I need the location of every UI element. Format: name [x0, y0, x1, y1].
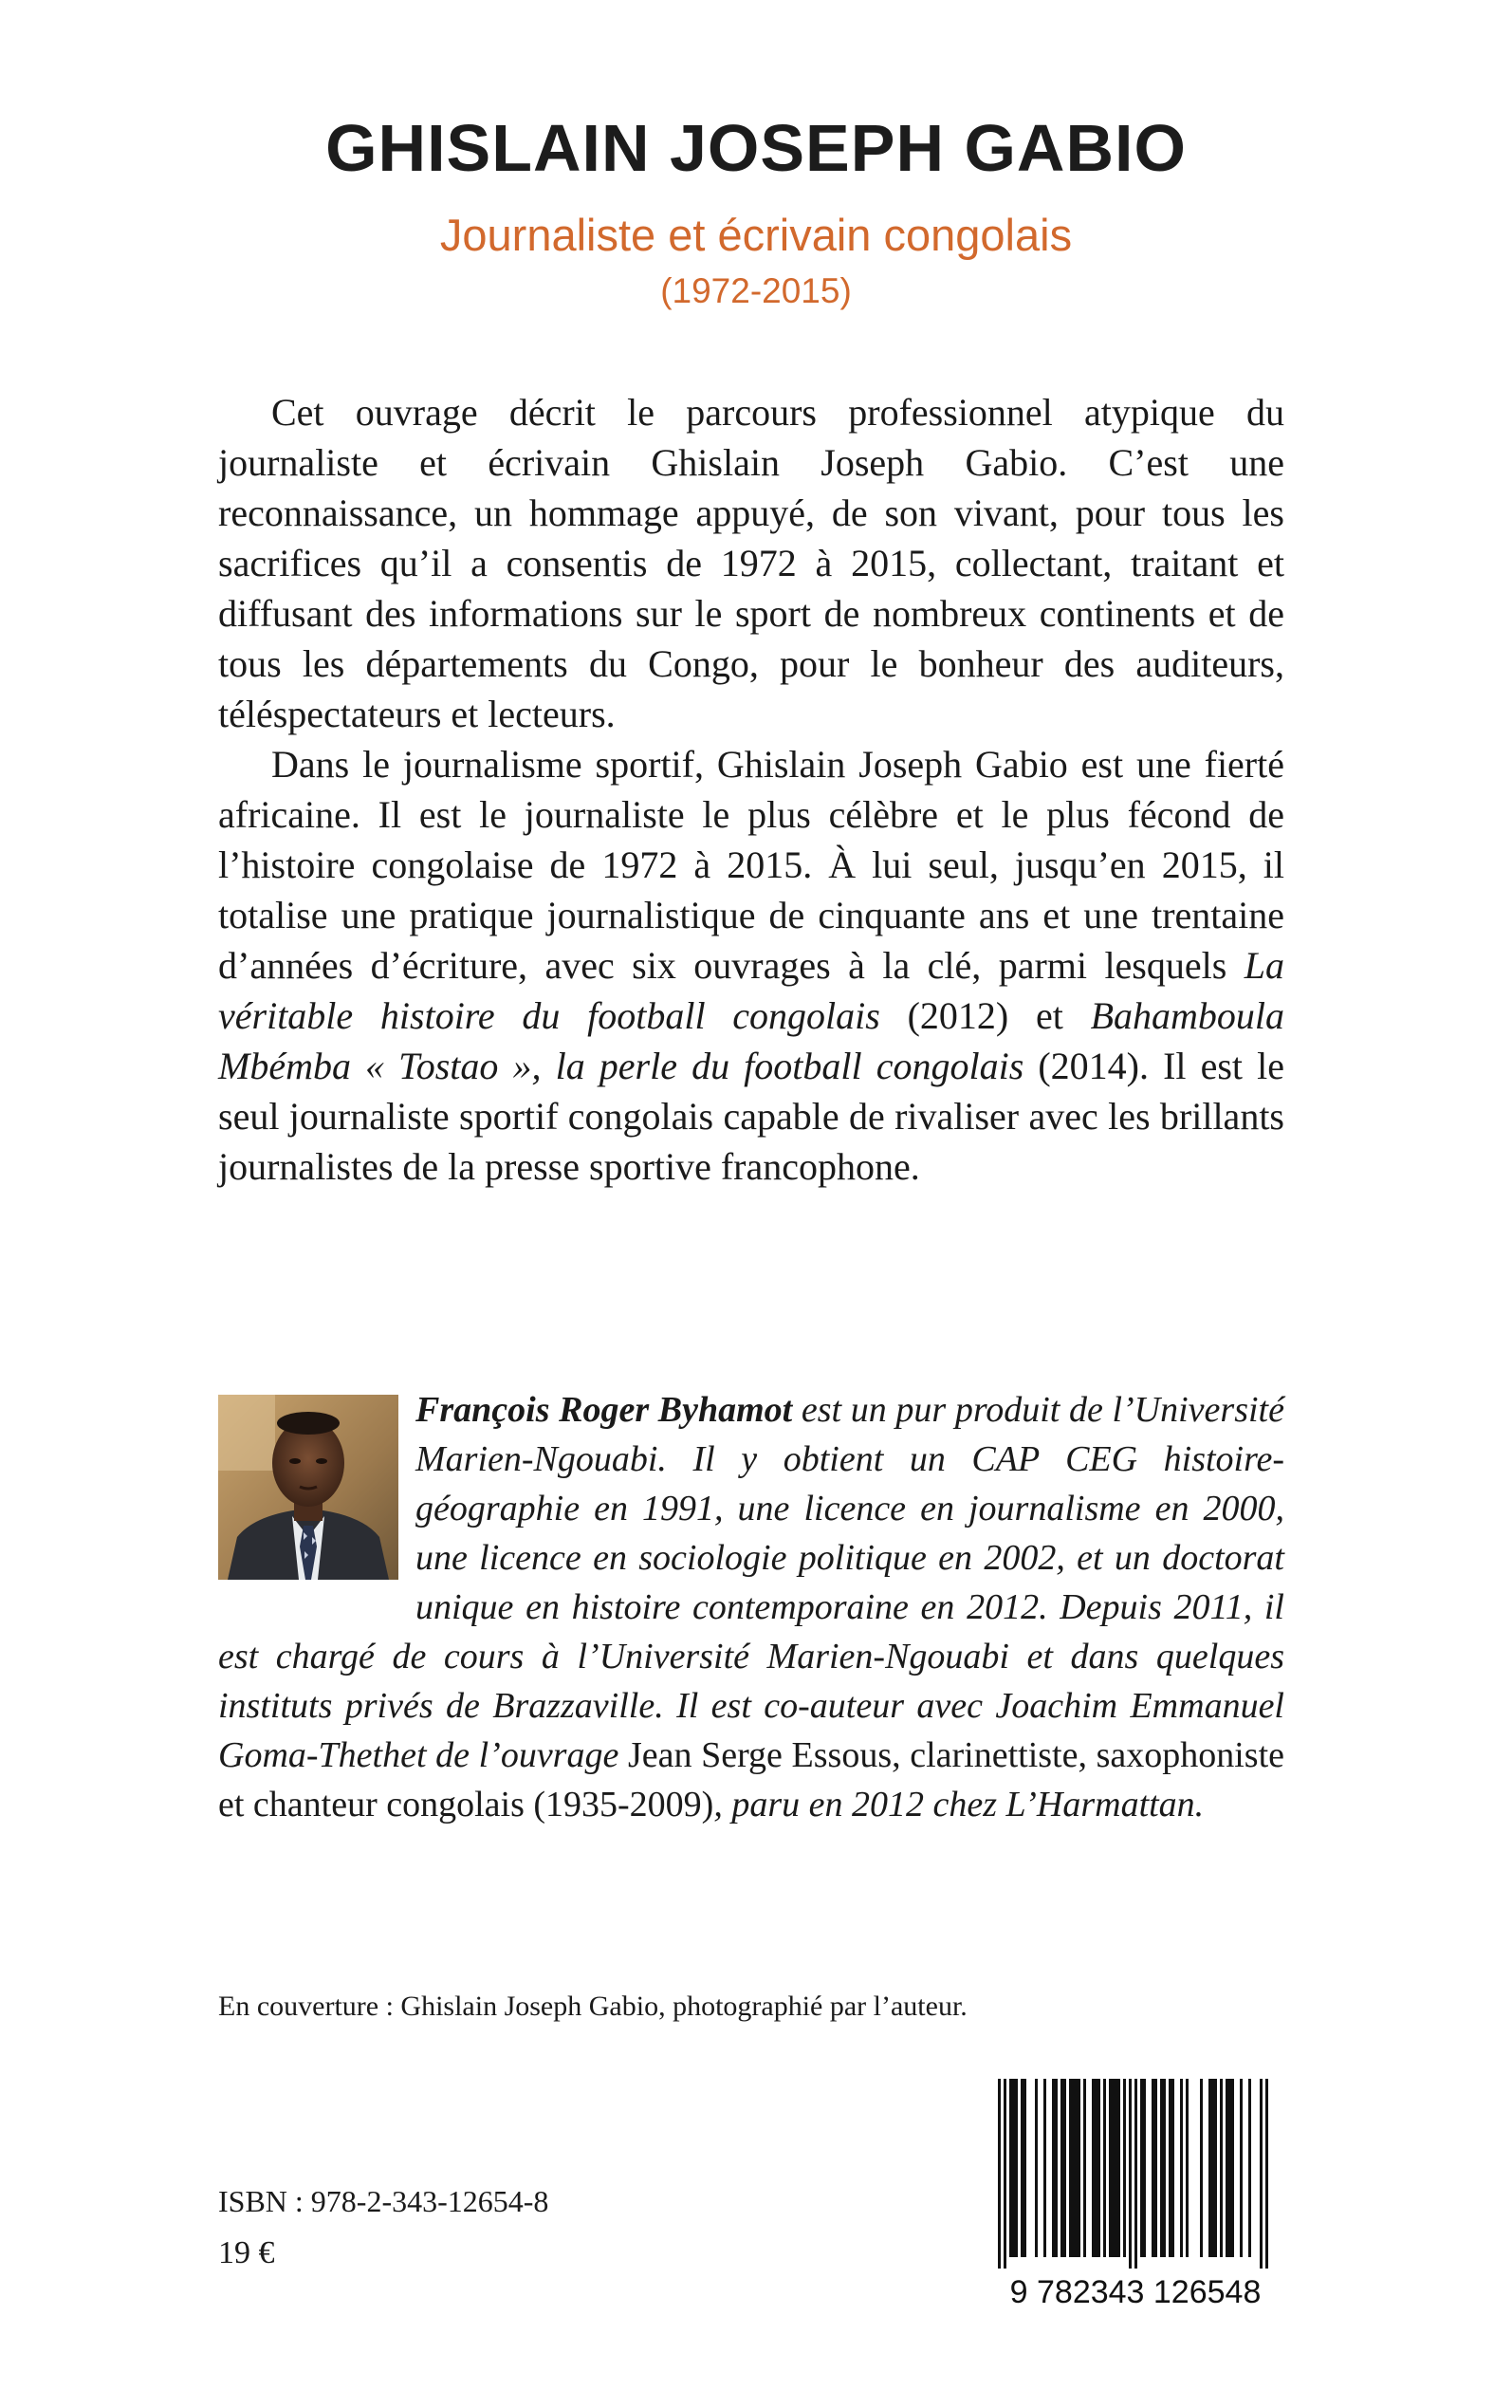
barcode-bar — [1154, 2079, 1157, 2257]
barcode-bar — [1240, 2079, 1243, 2257]
barcode-bar — [1075, 2079, 1078, 2257]
book-subtitle: Journaliste et écrivain congolais — [439, 210, 1073, 260]
barcode-bar — [1220, 2079, 1223, 2257]
barcode-bar — [1208, 2079, 1211, 2257]
barcode-bar — [1134, 2079, 1137, 2269]
bio-text: , paru en 2012 chez L’Harmattan. — [713, 1785, 1205, 1825]
barcode-bar — [1072, 2079, 1075, 2257]
co-authored-book-title: Jean Serge Essous, clarinettiste, saxophoniste et chanteur congolais (1935-2009) — [218, 1735, 1284, 1825]
book-reference: La véritable histoire du football congolais — [218, 944, 1284, 1037]
barcode-bar — [1129, 2079, 1132, 2269]
description-text: Dans le journalisme sportif, Ghislain Joseph Gabio est une fierté africaine. Il est le journaliste le plus célèbre et le plus fécond de l’histoire congolaise de 1972 à 2015. À lui seul, jusqu’en 2015, il totalise une pratique journalistique de cinquante ans et une trentaine d’années d’écriture, avec six ouvrages à la clé, parmi lesquels — [218, 743, 1284, 987]
barcode-bar — [1186, 2079, 1189, 2257]
barcode-bar — [1140, 2079, 1143, 2257]
barcode-bar — [1021, 2079, 1023, 2257]
book-dates: (1972-2015) — [660, 271, 852, 310]
book-title: GHISLAIN JOSEPH GABIO — [325, 111, 1187, 185]
book-description — [218, 387, 1284, 1192]
barcode-bar — [1078, 2079, 1080, 2257]
author-bio — [218, 1385, 1284, 1829]
isbn: ISBN : 978-2-343-12654-8 — [218, 2184, 549, 2218]
description-paragraph-2 — [218, 739, 1284, 1192]
barcode-bar — [1117, 2079, 1120, 2257]
barcode-bar — [1143, 2079, 1146, 2257]
barcode — [969, 2073, 1301, 2308]
barcode-bar — [1035, 2079, 1038, 2257]
barcode-bar — [1231, 2079, 1234, 2257]
barcode-bar — [1160, 2079, 1163, 2257]
barcode-bar — [1103, 2079, 1106, 2257]
barcode-bar — [1115, 2079, 1117, 2257]
barcode-bar — [1095, 2079, 1097, 2257]
barcode-bar — [1004, 2079, 1006, 2269]
barcode-digits: 9 782343 126548 — [1009, 2274, 1262, 2308]
cover-credit: En couverture : Ghislain Joseph Gabio, photographié par l’auteur. — [218, 1991, 968, 2022]
barcode-bar — [1092, 2079, 1095, 2257]
barcode-bar — [1211, 2079, 1214, 2257]
price: 19 € — [218, 2235, 275, 2270]
book-reference: Bahamboula Mbémba « Tostao », la perle du football congolais — [218, 994, 1284, 1087]
description-text: (2012) et — [879, 994, 1091, 1037]
description-text: (2014). Il est le seul journaliste sportif congolais capable de rivaliser avec les brillants journalistes de la presse sportive francophone. — [218, 1045, 1285, 1188]
barcode-bar — [1214, 2079, 1217, 2257]
barcode-bar — [1083, 2079, 1086, 2257]
barcode-bar — [1228, 2079, 1231, 2257]
barcode-bar — [1055, 2079, 1058, 2257]
barcode-bar — [1012, 2079, 1015, 2257]
barcode-bar — [1123, 2079, 1126, 2257]
barcode-bar — [1043, 2079, 1046, 2257]
barcode-bar — [1260, 2079, 1263, 2269]
barcode-bar — [998, 2079, 1001, 2269]
barcode-bar — [1265, 2079, 1268, 2269]
barcode-bar — [1163, 2079, 1166, 2257]
barcode-bar — [1109, 2079, 1112, 2257]
barcode-bar — [1052, 2079, 1055, 2257]
barcode-bar — [1015, 2079, 1018, 2257]
barcode-bar — [1023, 2079, 1026, 2257]
barcode-bar — [1097, 2079, 1100, 2257]
barcode-bar — [1200, 2079, 1203, 2257]
barcode-bar — [1169, 2079, 1171, 2257]
barcode-bar — [1069, 2079, 1072, 2257]
bio-text: est un pur produit de l’Université Marien-Ngouabi. Il y obtient un CAP CEG histoire-géographie en 1991, une licence en journalisme en 2000, une licence en sociologie politique en 2002, et un doctorat unique en histoire contemporaine en 2012. Depuis 2011, il est chargé de cours à l’Université Marien-Ngouabi et dans quelques instituts privés de Brazzaville. Il est co-auteur avec Joachim Emmanuel Goma-Thethet de l’ouvrage — [218, 1390, 1284, 1775]
barcode-bar — [1152, 2079, 1154, 2257]
barcode-bar — [1226, 2079, 1228, 2257]
barcode-bar — [1180, 2079, 1183, 2257]
barcode-bar — [1112, 2079, 1115, 2257]
barcode-bar — [1060, 2079, 1063, 2257]
barcode-bar — [1171, 2079, 1174, 2257]
barcode-bar — [1063, 2079, 1066, 2257]
description-paragraph-1: Cet ouvrage décrit le parcours professionnel atypique du journaliste et écrivain Ghislain Joseph Gabio. C’est une reconnaissance, un hommage appuyé, de son vivant, pour tous les sacrifices qu’il a consentis de 1972 à 2015, collectant, traitant et diffusant des informations sur le sport de nombreux continents et de tous les départements du Congo, pour le bonheur des auditeurs, téléspectateurs et lecteurs. — [218, 391, 1284, 735]
barcode-bar — [1248, 2079, 1251, 2257]
barcode-bar — [1009, 2079, 1012, 2257]
author-name: François Roger Byhamot — [415, 1390, 793, 1430]
